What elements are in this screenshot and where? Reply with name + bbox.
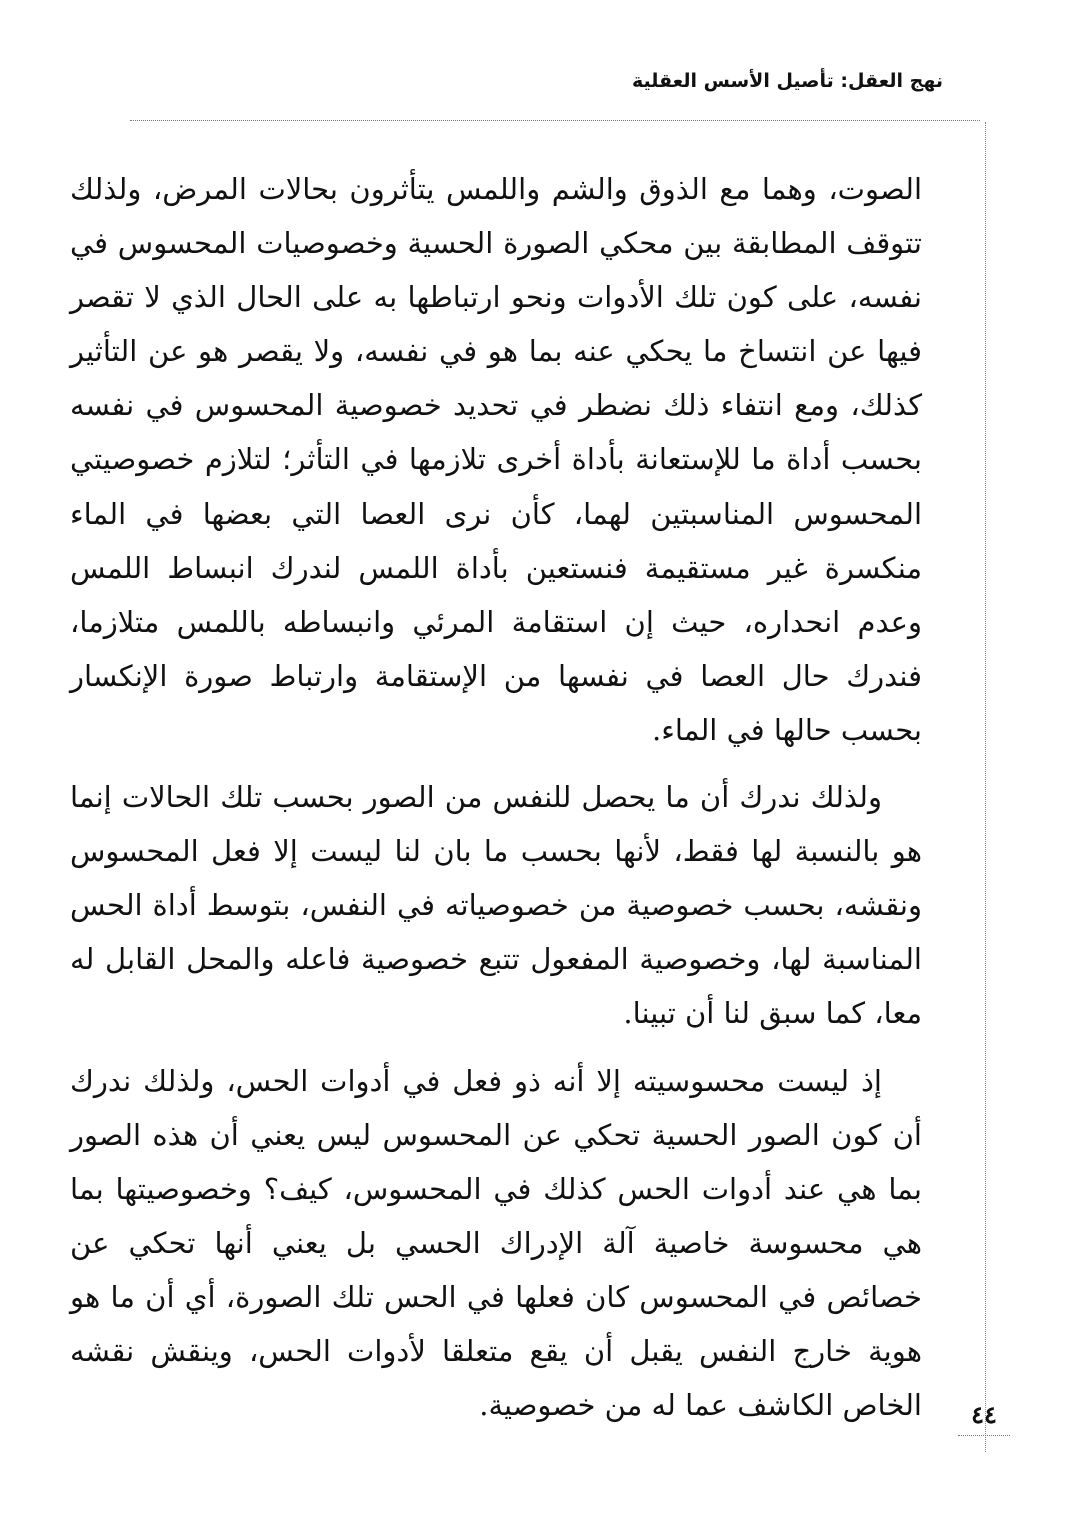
paragraph-3: إذ ليست محسوسيته إلا أنه ذو فعل في أدوات الحس، ولذلك ندرك أن كون الصور الحسية تحكي عن المحسوس ليس يعني أن هذه الصور بما هي عند أدوات الحس كذلك في المحسوس، كيف؟ وخصوصيتها بما هي محسوسة خاصية آلة الإدراك الحسي بل يعني أنها تحكي عن خصائص في المحسوس كان فعلها في الحس تلك الصورة، أي أن ما هو هوية خارج النفس يقبل أن يقع متعلقا لأدوات الحس، وينقش نقشه الخاص الكاشف عما له من خصوصية. — [70, 1063, 922, 1423]
margin-divider — [985, 122, 986, 1452]
paragraph-1: الصوت، وهما مع الذوق والشم واللمس يتأثرون بحالات المرض، ولذلك تتوقف المطابقة بين محكي الصورة الحسية وخصوصيات المحسوس في نفسه، على كون تلك الأدوات ونحو ارتباطها به على الحال الذي لا تقصر فيها عن انتساخ ما يحكي عنه بما هو في نفسه، ولا يقصر هو عن التأثير كذلك، ومع انتفاء ذلك نضطر في تحديد خصوصية المحسوس في نفسه بحسب أداة ما للإستعانة بأداة أخرى تلازمها في التأثر؛ لتلازم خصوصيتي المحسوس المناسبتين لهما، كأن نرى العصا التي بعضها في الماء منكسرة غير مستقيمة فنستعين بأداة اللمس لندرك انبساط اللمس وعدم انحداره، حيث إن استقامة المرئي وانبساطه باللمس متلازما، فندرك حال العصا في نفسها من الإستقامة وارتباط صورة الإنكسار بحسب حالها في الماء. — [70, 172, 922, 747]
header-divider — [130, 120, 980, 121]
running-head-title: نهج العقل: تأصيل الأسس العقلية — [631, 70, 943, 92]
page-number: ٤٤ — [958, 1400, 1010, 1436]
body-text — [70, 162, 922, 1432]
paragraph-2: ولذلك ندرك أن ما يحصل للنفس من الصور بحسب تلك الحالات إنما هو بالنسبة لها فقط، لأنها بحسب ما بان لنا ليست إلا فعل المحسوس ونقشه، بحسب خصوصية من خصوصياته في النفس، بتوسط أداة الحس المناسبة لها، وخصوصية المفعول تتبع خصوصية فاعله والمحل القابل له معا، كما سبق لنا أن تبينا. — [70, 780, 922, 1031]
